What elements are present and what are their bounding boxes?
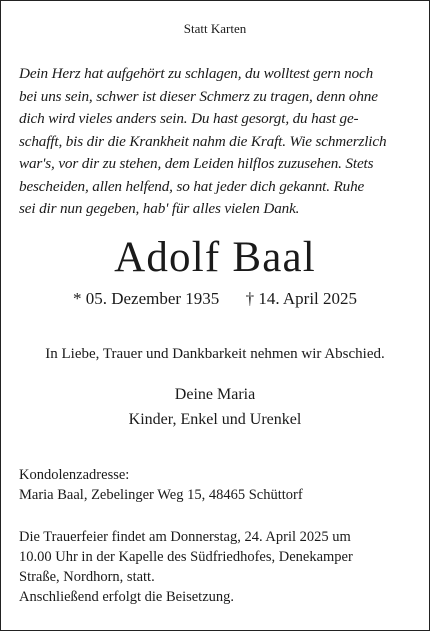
life-dates [1, 288, 429, 310]
poem-line: war's, vor dir zu stehen, dem Leiden hilflos zuzusehen. Stets [19, 155, 374, 172]
condolence-address-text: Maria Baal, Zebelinger Weg 15, 48465 Schüttorf [19, 487, 303, 503]
poem-line: Dein Herz hat aufgehört zu schlagen, du wolltest gern noch [19, 65, 374, 82]
condolence-label: Kondolenzadresse: [19, 467, 130, 483]
poem-line: bescheiden, allen helfend, so hat jeder dich gekannt. Ruhe [19, 177, 365, 195]
poem-line: bei uns sein, schwer ist dieser Schmerz zu tragen, denn ohne [19, 87, 378, 105]
family-line-spouse: Deine Maria [174, 386, 256, 403]
poem-line: dich wird vieles anders sein. Du hast gesorgt, du hast ge- [19, 110, 359, 127]
funeral-service-info [19, 527, 419, 607]
farewell-text: In Liebe, Trauer und Dankbarkeit nehmen wir Abschied. [45, 346, 385, 362]
service-line: 10.00 Uhr in der Kapelle des Südfriedhofes, Denekamper [19, 549, 353, 565]
service-line: Straße, Nordhorn, statt. [19, 569, 155, 585]
deceased-name: Adolf Baal [114, 234, 316, 281]
service-line: Die Trauerfeier findet am Donnerstag, 24. April 2025 um [19, 529, 351, 545]
death-date: † 14. April 2025 [245, 289, 358, 308]
service-line: Anschließend erfolgt die Beisetzung. [19, 589, 235, 605]
family-signature [1, 382, 429, 432]
poem-line: schafft, bis dir die Krankheit nahm die Kraft. Wie schmerzlich [19, 132, 387, 150]
condolence-address [19, 465, 419, 505]
header-statt-karten: Statt Karten [183, 21, 247, 36]
poem-line: sei dir nun gegeben, hab' für alles vielen Dank. [19, 200, 300, 217]
memorial-poem [19, 63, 417, 221]
birth-date: * 05. Dezember 1935 [72, 289, 220, 308]
family-line-relatives: Kinder, Enkel und Urenkel [128, 411, 302, 428]
